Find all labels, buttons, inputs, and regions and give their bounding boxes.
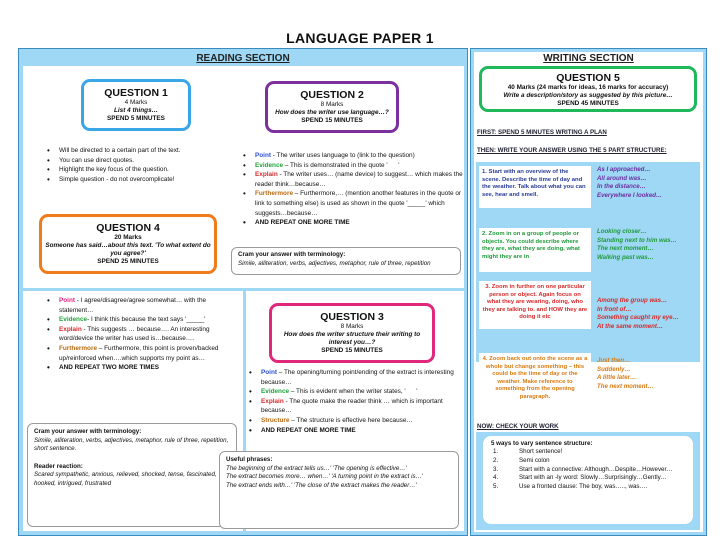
question-4-box xyxy=(39,214,217,274)
list-item: • AND REPEAT TWO MORE TIMES xyxy=(45,363,239,373)
list-item: • Furthermore – Furthermore, this point is proven/backed up/reinforced when….which supports my point as… xyxy=(45,344,239,363)
question-4-task: Someone has said…about this text. 'To what extent do you agree?' xyxy=(45,242,211,257)
list-item: • Evidence- I think this because the text says '_____' xyxy=(45,315,239,325)
question-2-marks: 8 Marks xyxy=(320,101,344,108)
structure-instruction: THEN: WRITE YOUR ANSWER USING THE 5 PART STRUCTURE: xyxy=(477,147,667,154)
question-1-title: QUESTION 1 xyxy=(104,87,168,99)
question-2-bullets xyxy=(241,151,463,228)
question-4-time: SPEND 25 MINUTES xyxy=(97,258,159,265)
list-item: • Explain - The writer uses… (name device) to suggest… which makes the reader think…because… xyxy=(241,170,463,189)
list-item: The extract becomes more… when…' 'A turning point in the extract is…' xyxy=(226,473,423,480)
list-item: • AND REPEAT ONE MORE TIME xyxy=(247,426,463,436)
question-5-title: QUESTION 5 xyxy=(556,72,620,84)
question-2-terminology-box xyxy=(231,247,461,275)
sentence-variety-list xyxy=(493,448,693,492)
list-item: The extract ends with…' 'The close of the extract makes the reader…' xyxy=(226,481,417,489)
list-item: 5. Use a fronted clause: The boy, was….., was…. xyxy=(493,483,648,491)
question-3-box xyxy=(269,303,435,363)
structure-examples-1: As I approached… All around was… In the distance… Everywhere I looked… xyxy=(597,166,663,199)
useful-phrases-heading: Useful phrases: xyxy=(226,456,273,463)
list-item: • Point - I agree/disagree/agree somewhat… with the statement… xyxy=(45,296,239,315)
question-3-marks: 8 Marks xyxy=(340,323,364,330)
question-1-task: List 4 things… xyxy=(113,107,159,114)
structure-examples-2: Looking closer… Standing next to him was… The next moment… Walking past was… xyxy=(597,228,677,261)
sentence-variety-box xyxy=(483,436,693,524)
check-work-instruction: NOW: CHECK YOUR WORK xyxy=(477,423,559,430)
list-item: • Simple question - do not overcomplicate! xyxy=(45,175,245,185)
structure-step-4: 4. Zoom back out onto the scene as a whole but change something – this could be the time of day or the weather. Make reference to something from the opening paragraph. xyxy=(479,353,591,409)
list-item: 3. Start with a connective: Although…Despite…However… xyxy=(493,465,673,473)
question-2-terminology-heading: Cram your answer with terminology: xyxy=(238,251,346,258)
list-item: • You can use direct quotes. xyxy=(45,156,245,166)
list-item: • Furthermore – Furthermore,… (mention another features in the quote or link to something else) is used as shown in the quote '_____' which suggests…because… xyxy=(241,189,463,218)
list-item: • Evidence – This is evident when the writer states, ' ' xyxy=(247,387,463,397)
question-3-bullets xyxy=(247,368,463,435)
reading-section-panel xyxy=(18,48,468,536)
list-item: • Point – The opening/turning point/ending of the extract is interesting because… xyxy=(247,368,463,387)
question-4-terminology-list: Simile, alliteration, verbs, adjectives, metaphor, rule of three, repetition, short sentence. xyxy=(34,436,229,452)
sentence-variety-heading: 5 ways to vary sentence structure: xyxy=(491,440,593,447)
question-4-bullets xyxy=(45,296,239,373)
page-title: LANGUAGE PAPER 1 xyxy=(286,30,434,46)
useful-phrases-box xyxy=(219,451,459,529)
list-item: • Evidence – This is demonstrated in the quote ' ' xyxy=(241,161,463,171)
question-2-box xyxy=(265,81,399,133)
question-4-title: QUESTION 4 xyxy=(96,222,160,234)
list-item: • AND REPEAT ONE MORE TIME xyxy=(241,218,463,228)
question-3-task: How does the writer structure their writing to interest you…? xyxy=(283,331,421,346)
question-4-terminology-heading: Cram your answer with terminology: xyxy=(34,428,142,435)
reader-reaction-heading: Reader reaction: xyxy=(34,462,83,470)
question-2-title: QUESTION 2 xyxy=(300,89,364,101)
question-4-marks: 20 Marks xyxy=(114,234,142,241)
question-1-time: SPEND 5 MINUTES xyxy=(107,115,165,122)
question-3-title: QUESTION 3 xyxy=(320,311,384,323)
question-1-box xyxy=(81,79,191,131)
question-2-terminology-list: Simile, alliteration, verbs, adjectives, metaphor, rule of three, repetition xyxy=(238,259,431,267)
question-5-box xyxy=(479,66,697,112)
list-item: 2. Semi colon xyxy=(493,456,550,464)
list-item: • Point - The writer uses language to (link to the question) xyxy=(241,151,463,161)
plan-instruction: FIRST: SPEND 5 MINUTES WRITING A PLAN xyxy=(477,129,607,136)
list-item: • Will be directed to a certain part of the text. xyxy=(45,146,245,156)
question-2-time: SPEND 15 MINUTES xyxy=(301,117,363,124)
list-item: The beginning of the extract tells us…' 'The opening is effective…' xyxy=(226,464,407,472)
list-item: 1. Short sentence! xyxy=(493,448,563,455)
list-item: 4. Start with an -ly word: Slowly…Surprisingly…Gently… xyxy=(493,474,667,482)
list-item: • Structure – The structure is effective here because… xyxy=(247,416,463,426)
structure-step-2: 2. Zoom in on a group of people or objects. You could describe where they are, what they are doing, what might they are in xyxy=(479,228,591,272)
reading-section-title: READING SECTION xyxy=(196,53,290,64)
question-5-marks: 40 Marks (24 marks for ideas, 16 marks for accuracy) xyxy=(507,84,669,91)
question-1-marks: 4 Marks xyxy=(124,99,148,106)
structure-step-3: 3. Zoom in further on one particular person or object. Again focus on what they are wearing, doing, who they are talking to. and HOW they are doing it etc xyxy=(479,281,591,329)
writing-section-title: WRITING SECTION xyxy=(543,53,634,64)
structure-step-1: 1. Start with an overview of the scene. Describe the time of day and the weather. Talk about what you can see, hear and smell. xyxy=(479,166,591,208)
reader-reaction-list: Scared sympathetic, anxious, relieved, shocked, tense, fascinated, hooked, intrigued, frustrated xyxy=(34,471,217,487)
question-4-terminology-box xyxy=(27,423,237,527)
list-item: • Explain - This suggests … because…. An interesting word/device the writer has used is…because…. xyxy=(45,325,239,344)
question-5-task: Write a description/story as suggested by this picture… xyxy=(503,92,673,99)
structure-examples-4: Just then… Suddenly… A little later… The next moment… xyxy=(597,357,654,390)
question-3-time: SPEND 15 MINUTES xyxy=(321,347,383,354)
writing-section-panel xyxy=(470,48,707,536)
question-1-bullets xyxy=(45,146,245,184)
list-item: • Explain - The quote make the reader think … which is important because… xyxy=(247,397,463,416)
question-2-task: How does the writer use language…? xyxy=(275,109,389,116)
question-5-time: SPEND 45 MINUTES xyxy=(557,100,619,107)
list-item: • Highlight the key focus of the question. xyxy=(45,165,245,175)
structure-examples-3: Among the group was… In front of… Something caught my eye… At the same moment… xyxy=(597,297,679,330)
